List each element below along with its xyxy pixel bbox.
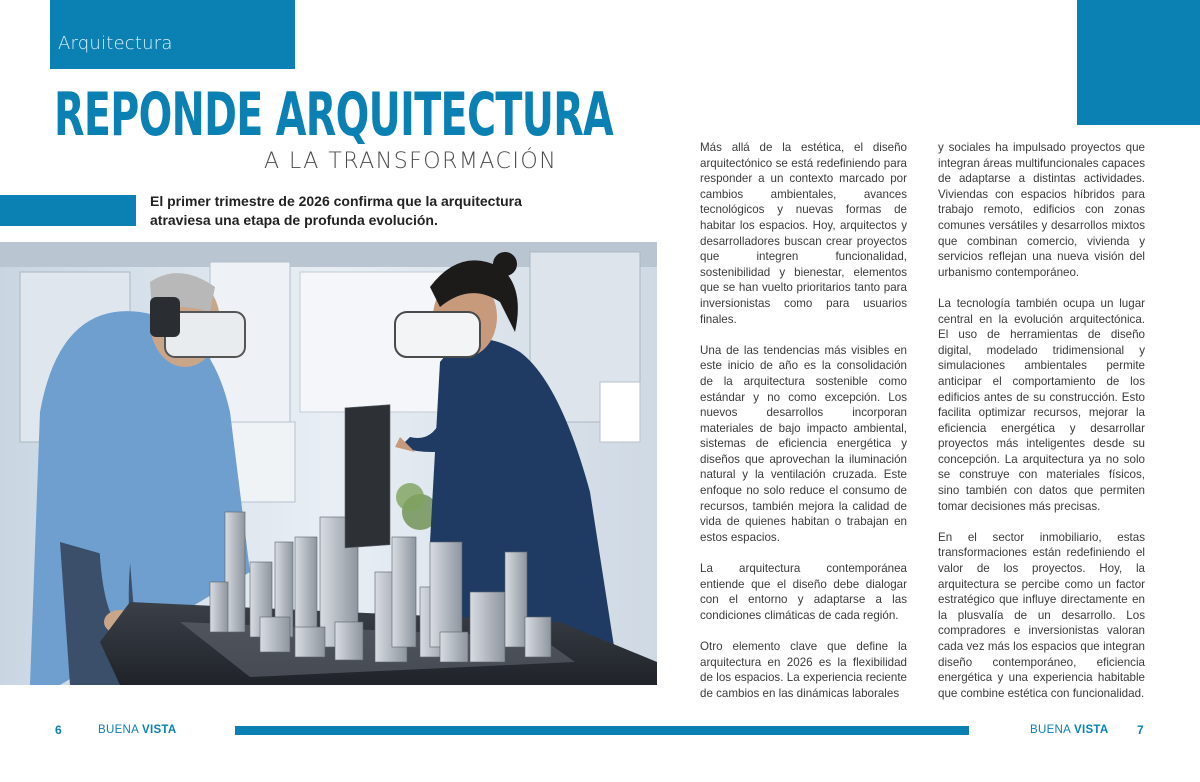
vr-architecture-illustration [0,242,657,685]
footer-brand-right [1030,724,1109,736]
brand-bold: VISTA [1073,724,1109,736]
brand-light: BUENA [98,724,142,736]
page-number-right: 7 [1137,723,1144,737]
lead-accent-bar [0,195,136,226]
headline-subtitle: A LA TRANSFORMACIÓN [264,149,558,174]
paragraph: y sociales ha impulsado proyectos que integran áreas multifuncionales capaces de adaptarse a distintas actividades. Viviendas con espacios híbridos para trabajo remoto, edificios con zonas comunes versátiles y desarrollos mixtos que combinan comercio, vivienda y servicios reflejan una nueva visión del urbanismo contemporáneo. [938,141,1145,279]
section-label: Arquitectura [58,33,173,54]
brand-bold: VISTA [141,724,177,736]
paragraph: La arquitectura contemporánea entiende que el diseño debe dialogar con el entorno y adaptarse a las condiciones climáticas de cada región. [700,562,907,622]
lead-paragraph: El primer trimestre de 2026 confirma que la arquitectura atraviesa una etapa de profunda evolución. [150,193,522,228]
footer-brand-left [98,724,177,736]
page-number-left: 6 [55,723,62,737]
headline-title: REPONDE ARQUITECTURA [54,80,614,150]
paragraph: La tecnología también ocupa un lugar central en la evolución arquitectónica. El uso de herramientas de diseño digital, modelado tridimensional y simulaciones ambientales permite anticipar el comportamiento de los edificios antes de su construcción. Esto facilita optimizar recursos, mejorar la eficiencia energética y desarrollar proyectos más inteligentes desde su concepción. La arquitectura ya no solo se construye con materiales físicos, sino también con datos que permiten tomar decisiones más precisas. [938,296,1145,513]
section-tab [50,0,295,69]
corner-accent-block [1077,0,1200,125]
text-column-2 [938,140,1145,717]
paragraph: Otro elemento clave que define la arquitectura en 2026 es la flexibilidad de los espacios. La experiencia reciente de cambios en las dinámicas laborales [700,640,907,700]
hero-photo [0,242,657,685]
paragraph: Más allá de la estética, el diseño arquitectónico se está redefiniendo para responder a un contexto marcado por cambios ambientales, avances tecnológicos y nuevas formas de habitar los espacios. Hoy, arquitectos y desarrolladores buscan crear proyectos que integren funcionalidad, sostenibilidad y bienestar, elementos que se han vuelto prioritarios tanto para inversionistas como para usuarios finales. [700,141,907,326]
paragraph: Una de las tendencias más visibles en este inicio de año es la consolidación de la arquitectura sostenible como estándar y no como excepción. Los nuevos desarrollos incorporan materiales de bajo impacto ambiental, sistemas de eficiencia energética y diseños que aprovechan la iluminación natural y la ventilación cruzada. Este enfoque no solo reduce el consumo de recursos, también mejora la calidad de vida de quienes habitan o trabajan en estos espacios. [700,343,907,544]
brand-light: BUENA [1030,724,1074,736]
text-column-1 [700,140,907,717]
footer-divider-bar [235,726,969,735]
paragraph: En el sector inmobiliario, estas transformaciones están redefiniendo el valor de los proyectos. Hoy, la arquitectura se percibe como un factor estratégico que influye directamente en la plusvalía de un desarrollo. Los compradores e inversionistas valoran cada vez más los espacios que integran diseño contemporáneo, eficiencia energética y una experiencia habitable que combine estética con funcionalidad. [938,530,1145,700]
